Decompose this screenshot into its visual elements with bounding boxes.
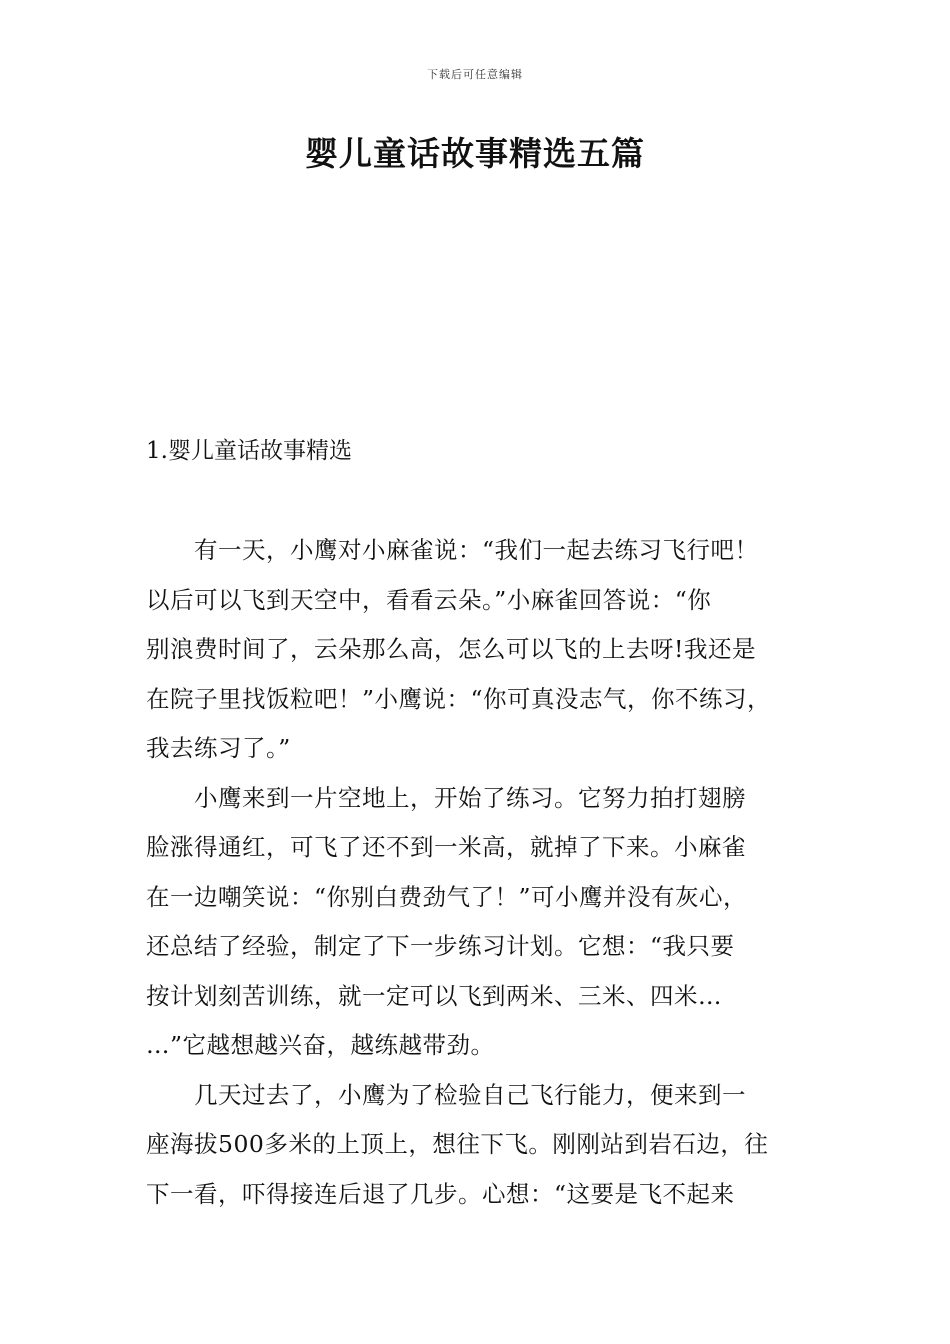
paragraph-line: 按计划刻苦训练，就一定可以飞到两米、三米、四米… (146, 981, 722, 1010)
paragraph-line: 还总结了经验，制定了下一步练习计划。它想：“我只要 (146, 932, 735, 960)
paragraph-line: 几天过去了，小鹰为了检验自己飞行能力，便来到一 (194, 1080, 746, 1109)
paragraph-line: 座海拔500多米的上顶上，想往下飞。刚刚站到岩石边，往 (146, 1130, 769, 1158)
paragraph-line: 下一看，吓得接连后退了几步。心想：“这要是飞不起来 (146, 1179, 735, 1208)
story-body (146, 526, 826, 1219)
paragraph-line: 有一天，小鹰对小麻雀说：“我们一起去练习飞行吧！ (194, 536, 759, 564)
paragraph-line: 以后可以飞到天空中，看看云朵。”小麻雀回答说：“你 (146, 585, 712, 614)
paragraph-line: 我去练习了。” (146, 734, 291, 762)
paragraph-line: …”它越想越兴奋，越练越带劲。 (146, 1031, 495, 1059)
header-note: 下载后可任意编辑 (427, 68, 523, 81)
paragraph-line: 脸涨得通红，可飞了还不到一米高，就掉了下来。小麻雀 (146, 833, 746, 861)
document-title: 婴儿童话故事精选五篇 (305, 134, 645, 173)
paragraph-line: 别浪费时间了，云朵那么高，怎么可以飞的上去呀!我还是 (146, 635, 756, 663)
paragraph-line: 在一边嘲笑说：“你别白费劲气了！”可小鹰并没有灰心， (146, 882, 748, 911)
paragraph-line: 在院子里找饭粒吧！”小鹰说：“你可真没志气，你不练习， (146, 684, 772, 713)
section-heading: 1.婴儿童话故事精选 (146, 438, 352, 464)
paragraph-line: 小鹰来到一片空地上，开始了练习。它努力拍打翅膀 (194, 783, 746, 812)
